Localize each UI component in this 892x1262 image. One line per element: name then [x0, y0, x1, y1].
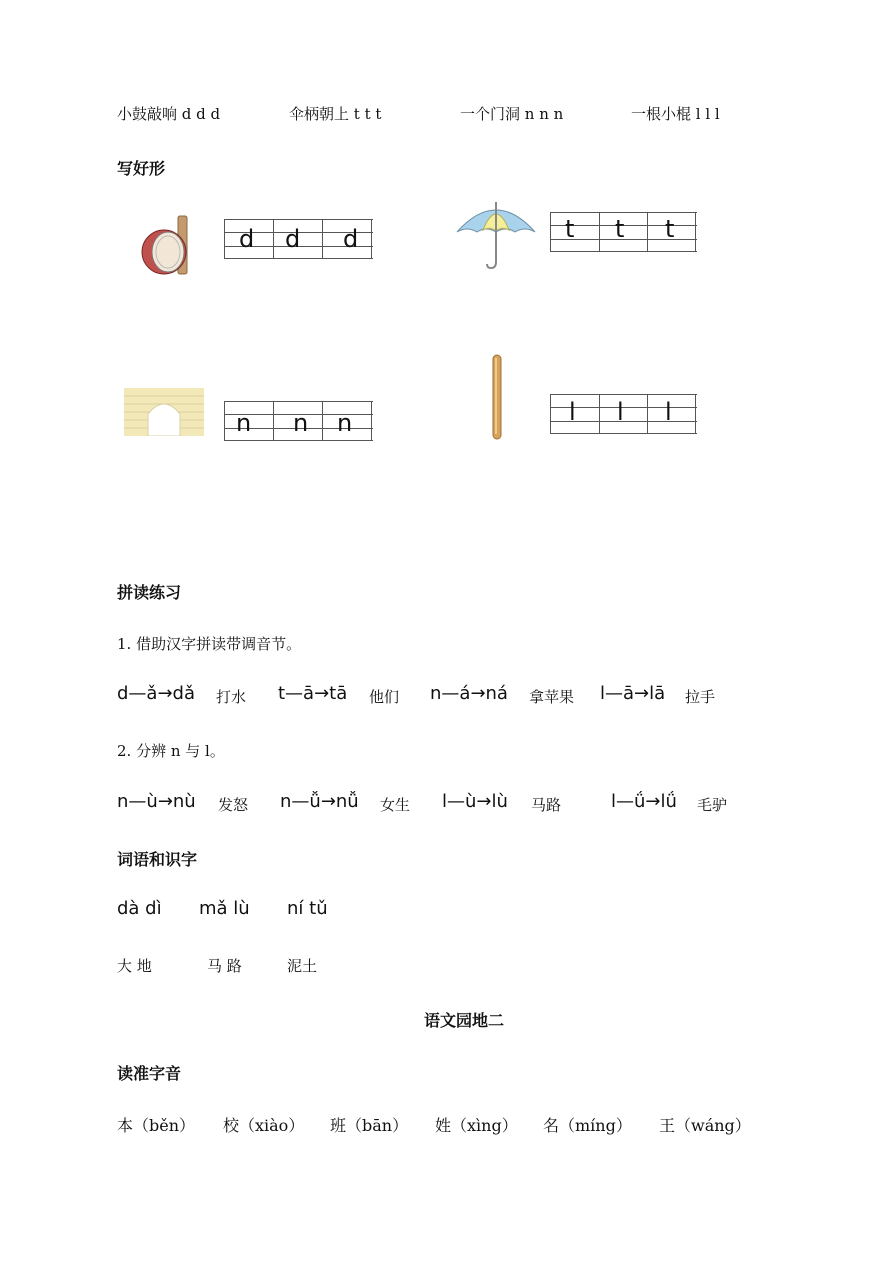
line-n: 一个门洞 n n n — [460, 105, 564, 123]
question-1: 1. 借助汉字拼读带调音节。 — [117, 635, 302, 653]
char-pinyin: 校（xiào） — [223, 1116, 305, 1135]
grid-letter: t — [665, 215, 675, 243]
writing-grid-d — [224, 219, 373, 259]
pinyin-syllable: l—ǘ→lǘ — [611, 791, 677, 812]
stick-icon — [491, 354, 503, 440]
writing-grid-n — [224, 401, 373, 441]
grid-letter: l — [569, 398, 576, 426]
hanzi-word: 毛驴 — [697, 796, 728, 814]
line-l: 一根小棍 l l l — [631, 105, 720, 123]
unit-title: 语文园地二 — [424, 1011, 505, 1030]
grid-letter: n — [293, 409, 309, 437]
grid-letter: d — [285, 225, 301, 253]
grid-letter: t — [615, 215, 625, 243]
line-d: 小鼓敲响 d d d — [117, 105, 221, 123]
grid-letter: l — [617, 398, 624, 426]
section-heading-write-shape: 写好形 — [117, 159, 166, 178]
question-2: 2. 分辨 n 与 l。 — [117, 742, 225, 760]
pinyin-syllable: n—ù→nù — [117, 791, 196, 812]
char-pinyin: 王（wáng） — [659, 1116, 751, 1135]
grid-letter: d — [343, 225, 359, 253]
hanzi-word: 他们 — [369, 688, 400, 706]
hanzi-word: 打水 — [216, 688, 247, 706]
hanzi-word: 拉手 — [685, 688, 716, 706]
section-heading-pronunciation: 读准字音 — [117, 1064, 182, 1083]
hanzi-word: 马路 — [531, 796, 562, 814]
writing-grid-t — [550, 212, 697, 252]
hanzi-word: 拿苹果 — [529, 688, 575, 706]
line-t: 伞柄朝上 t t t — [289, 105, 382, 123]
grid-letter: d — [239, 225, 255, 253]
grid-letter: t — [565, 215, 575, 243]
grid-letter: n — [236, 409, 252, 437]
grid-letter: n — [337, 409, 353, 437]
char-pinyin: 班（bān） — [330, 1116, 409, 1135]
section-heading-words: 词语和识字 — [117, 850, 198, 869]
pinyin-syllable: l—ā→lā — [600, 683, 666, 704]
writing-grid-l — [550, 394, 697, 434]
umbrella-icon — [455, 198, 537, 270]
pinyin-syllable: t—ā→tā — [278, 683, 348, 704]
word-pinyin: ní tǔ — [287, 898, 328, 919]
word-hanzi: 大 地 — [117, 957, 152, 975]
gate-icon — [124, 388, 204, 436]
word-pinyin: mǎ lù — [199, 898, 250, 919]
word-pinyin: dà dì — [117, 898, 162, 919]
drum-icon — [138, 214, 196, 278]
hanzi-word: 女生 — [380, 796, 411, 814]
pinyin-syllable: l—ù→lù — [442, 791, 508, 812]
word-hanzi: 泥土 — [287, 957, 318, 975]
char-pinyin: 本（běn） — [117, 1116, 196, 1135]
pinyin-syllable: n—á→ná — [430, 683, 508, 704]
char-pinyin: 名（míng） — [543, 1116, 632, 1135]
pinyin-syllable: n—ǚ→nǚ — [280, 791, 359, 812]
word-hanzi: 马 路 — [207, 957, 242, 975]
pinyin-syllable: d—ǎ→dǎ — [117, 683, 195, 704]
hanzi-word: 发怒 — [218, 796, 249, 814]
grid-letter: l — [665, 398, 672, 426]
char-pinyin: 姓（xìng） — [435, 1116, 518, 1135]
section-heading-practice: 拼读练习 — [117, 583, 182, 602]
